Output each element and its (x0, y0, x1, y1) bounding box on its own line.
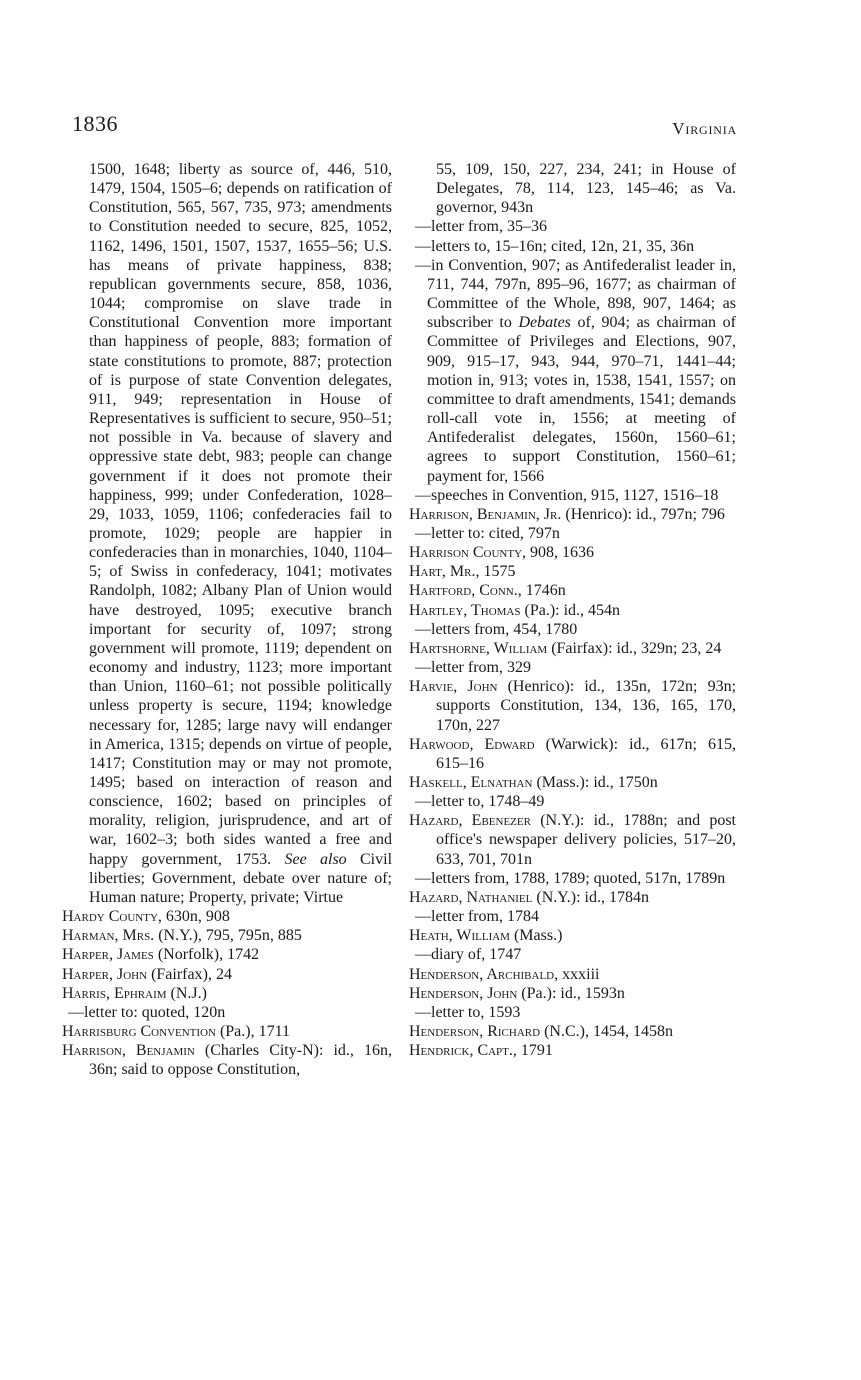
entry-text: (Norfolk), 1742 (153, 946, 260, 964)
index-subentry (409, 945, 736, 964)
index-entry (409, 1041, 736, 1060)
entry-text: (Mass.) (509, 927, 563, 945)
entry-text: —letter from, 329 (415, 659, 531, 677)
index-entry (409, 543, 736, 562)
index-column-right (409, 160, 736, 1060)
entry-text: of, 904; as chairman of Committee of Privileges and Elections, 907, 909, 915–17, 943, 944, 970–71, 1441–44; motion in, 913; votes in, 1538, 1541, 1557; on committee to draft amendments, 1541; demands roll-call vote in, 1556; at meeting of Antifederalist delegates, 1560n, 1560–61; agrees to support Constitution, 1560–61; payment for, 1566 (427, 314, 737, 485)
entry-heading: Hartley, Thomas (409, 601, 521, 619)
entry-text: Civil liberties; Government, debate over nature of; Human nature; Property, private; Virtue (89, 850, 393, 906)
entry-text: (N.Y.): id., 1784n (532, 888, 649, 906)
index-subentry (409, 620, 736, 639)
index-subentry (62, 1003, 392, 1022)
index-entry (409, 888, 736, 907)
index-entry (409, 773, 736, 792)
entry-text: (Charles City-N): id., 16n, 36n; said to oppose Constitution, (89, 1042, 392, 1079)
index-entry (62, 945, 392, 964)
index-entry (409, 581, 736, 600)
index-entry-continuation (62, 160, 392, 907)
index-entry (409, 1022, 736, 1041)
entry-text: (Pa.): id., 454n (520, 601, 621, 619)
entry-text: (Pa.): id., 1593n (517, 984, 625, 1002)
entry-text: —letters from, 1788, 1789; quoted, 517n, 1789n (415, 869, 726, 887)
entry-heading: Harrison County (409, 544, 523, 562)
entry-heading: Henderson, John (409, 984, 518, 1002)
page-number: 1836 (72, 111, 118, 136)
running-head: Virginia (672, 119, 737, 138)
entry-text: —diary of, 1747 (415, 946, 522, 964)
index-entry (62, 926, 392, 945)
entry-text: , 630n, 908 (157, 908, 230, 926)
index-entry (62, 1041, 392, 1079)
entry-text: —letters from, 454, 1780 (415, 620, 578, 638)
entry-heading: Harrisburg Convention (62, 1023, 216, 1041)
entry-text: , 1575 (475, 563, 516, 581)
entry-text: 1500, 1648; liberty as source of, 446, 510, 1479, 1504, 1505–6; depends on ratification of Constitution, 565, 567, 735, 973; amendments to Constitution needed to secure, 825, 1052, 1162, 1496, 1501, 1507, 1537, 1655–56; U.S. has means of private happiness, 838; republican governments secure, 858, 1036, 1044; compromise on slave trade in Constitutional Convention more important than happiness of people, 883; formation of state constitutions to promote, 887; protection of is purpose of state Convention delegates, 911, 949; representation in House of Representatives is sufficient to secure, 950–51; not possible in Va. because of slavery and oppressive state debt, 983; people can change government if it does not promote their happiness, 999; under Confederation, 1028–29, 1033, 1059, 1106; confederacies fail to promote, 1029; people are happier in confederacies than in monarchies, 1040, 1104–5; of Swiss in confederacy, 1041; motivates Randolph, 1082; Albany Plan of Union would have destroyed, 1095; executive branch important for security of, 1097; strong government will promote, 1119; dependent on economy and industry, 1123; more important than Union, 1160–61; not possible politically unless property is secure, 1194; knowledge necessary for, 1285; large navy will endanger in America, 1315; depends on virtue of people, 1417; Constitution may or may not promote, 1495; based on interaction of reason and conscience, 1602; based on principles of morality, religion, jurisprudence, and art of war, 1602–3; both sides wanted a free and happy government, 1753. (89, 161, 392, 868)
entry-text: (N.C.), 1454, 1458n (540, 1023, 673, 1041)
entry-heading: Haskell, Elnathan (409, 774, 533, 791)
entry-text: (N.Y.): id., 1788n; and post office's newspaper delivery policies, 517–20, 633, 701, 701n (436, 812, 737, 868)
entry-heading: Harvie, John (409, 678, 498, 696)
entry-text: , 1791 (512, 1042, 553, 1060)
entry-heading: Harman, Mrs. (62, 927, 155, 945)
index-subentry (409, 237, 736, 256)
index-subentry (409, 486, 736, 505)
entry-italic-text: Debates (518, 314, 571, 332)
entry-heading: Henderson, Richard (409, 1023, 541, 1041)
entry-heading: Harris, Ephraim (62, 984, 167, 1002)
index-entry (409, 965, 736, 984)
entry-heading: Harper, John (62, 965, 148, 983)
index-subentry (409, 658, 736, 677)
entry-text: —letter to, 1748–49 (415, 793, 545, 811)
index-entry (409, 562, 736, 581)
entry-heading: Harrison, Benjamin, Jr. (409, 505, 562, 523)
entry-text: , 1746n (517, 582, 566, 600)
entry-italic-text: See also (284, 850, 347, 868)
index-subentry (409, 217, 736, 236)
entry-text: —letter from, 35–36 (415, 218, 547, 236)
index-entry-continuation (409, 160, 736, 217)
entry-heading: Hartford, Conn. (409, 582, 518, 600)
index-entry (62, 1022, 392, 1041)
index-subentry (409, 256, 736, 486)
entry-heading: Hartshorne, William (409, 639, 548, 657)
entry-text: (Warwick): id., 617n; 615, 615–16 (436, 735, 736, 772)
index-subentry (409, 792, 736, 811)
entry-text: —letters to, 15–16n; cited, 12n, 21, 35, 36n (415, 237, 695, 255)
entry-text: —letter to: quoted, 120n (68, 1003, 226, 1021)
entry-text: (Mass.): id., 1750n (532, 774, 658, 791)
index-entry (409, 677, 736, 734)
index-entry (409, 639, 736, 658)
index-column-left (62, 160, 392, 1080)
entry-text: , xxxiii (554, 965, 600, 983)
index-entry (62, 907, 392, 926)
index-subentry (409, 907, 736, 926)
index-subentry (409, 1003, 736, 1022)
entry-text: (Pa.), 1711 (215, 1023, 291, 1041)
entry-text: —letter to: cited, 797n (415, 524, 560, 542)
entry-heading: Henderson, Archibald (409, 965, 555, 983)
entry-text: , 908, 1636 (522, 544, 595, 562)
index-entry (62, 965, 392, 984)
index-entry (409, 735, 736, 773)
index-subentry (409, 869, 736, 888)
entry-text: (N.Y.), 795, 795n, 885 (154, 927, 302, 945)
entry-heading: Hazard, Ebenezer (409, 812, 531, 830)
entry-heading: Hardy County (62, 908, 158, 926)
entry-text: 55, 109, 150, 227, 234, 241; in House of Delegates, 78, 114, 123, 145–46; as Va. governor, 943n (436, 161, 736, 217)
entry-text: (Henrico): id., 797n; 796 (561, 505, 725, 523)
entry-heading: Hart, Mr. (409, 563, 476, 581)
entry-text: —letter to, 1593 (415, 1003, 521, 1021)
entry-heading: Hendrick, Capt. (409, 1042, 513, 1060)
entry-heading: Hazard, Nathaniel (409, 888, 533, 906)
entry-text: —in Convention, 907; as Antifederalist leader in, 711, 744, 797n, 895–96, 1677; as chairman of Committee of the Whole, 898, 907, 1464; as subscriber to (415, 256, 736, 332)
entry-heading: Harrison, Benjamin (62, 1042, 195, 1060)
entry-text: (Henrico): id., 135n, 172n; 93n; supports Constitution, 134, 136, 165, 170, 170n, 227 (436, 678, 737, 734)
entry-text: (N.J.) (166, 984, 207, 1002)
index-entry (409, 926, 736, 945)
index-entry (409, 811, 736, 868)
entry-text: (Fairfax), 24 (147, 965, 232, 983)
index-entry (62, 984, 392, 1003)
index-entry (409, 984, 736, 1003)
entry-heading: Harwood, Edward (409, 735, 535, 753)
entry-heading: Heath, William (409, 927, 510, 945)
entry-text: —speeches in Convention, 915, 1127, 1516–18 (415, 486, 719, 504)
index-entry (409, 601, 736, 620)
index-entry (409, 505, 736, 524)
index-subentry (409, 524, 736, 543)
entry-text: (Fairfax): id., 329n; 23, 24 (547, 639, 722, 657)
entry-heading: Harper, James (62, 946, 154, 964)
entry-text: —letter from, 1784 (415, 908, 539, 926)
